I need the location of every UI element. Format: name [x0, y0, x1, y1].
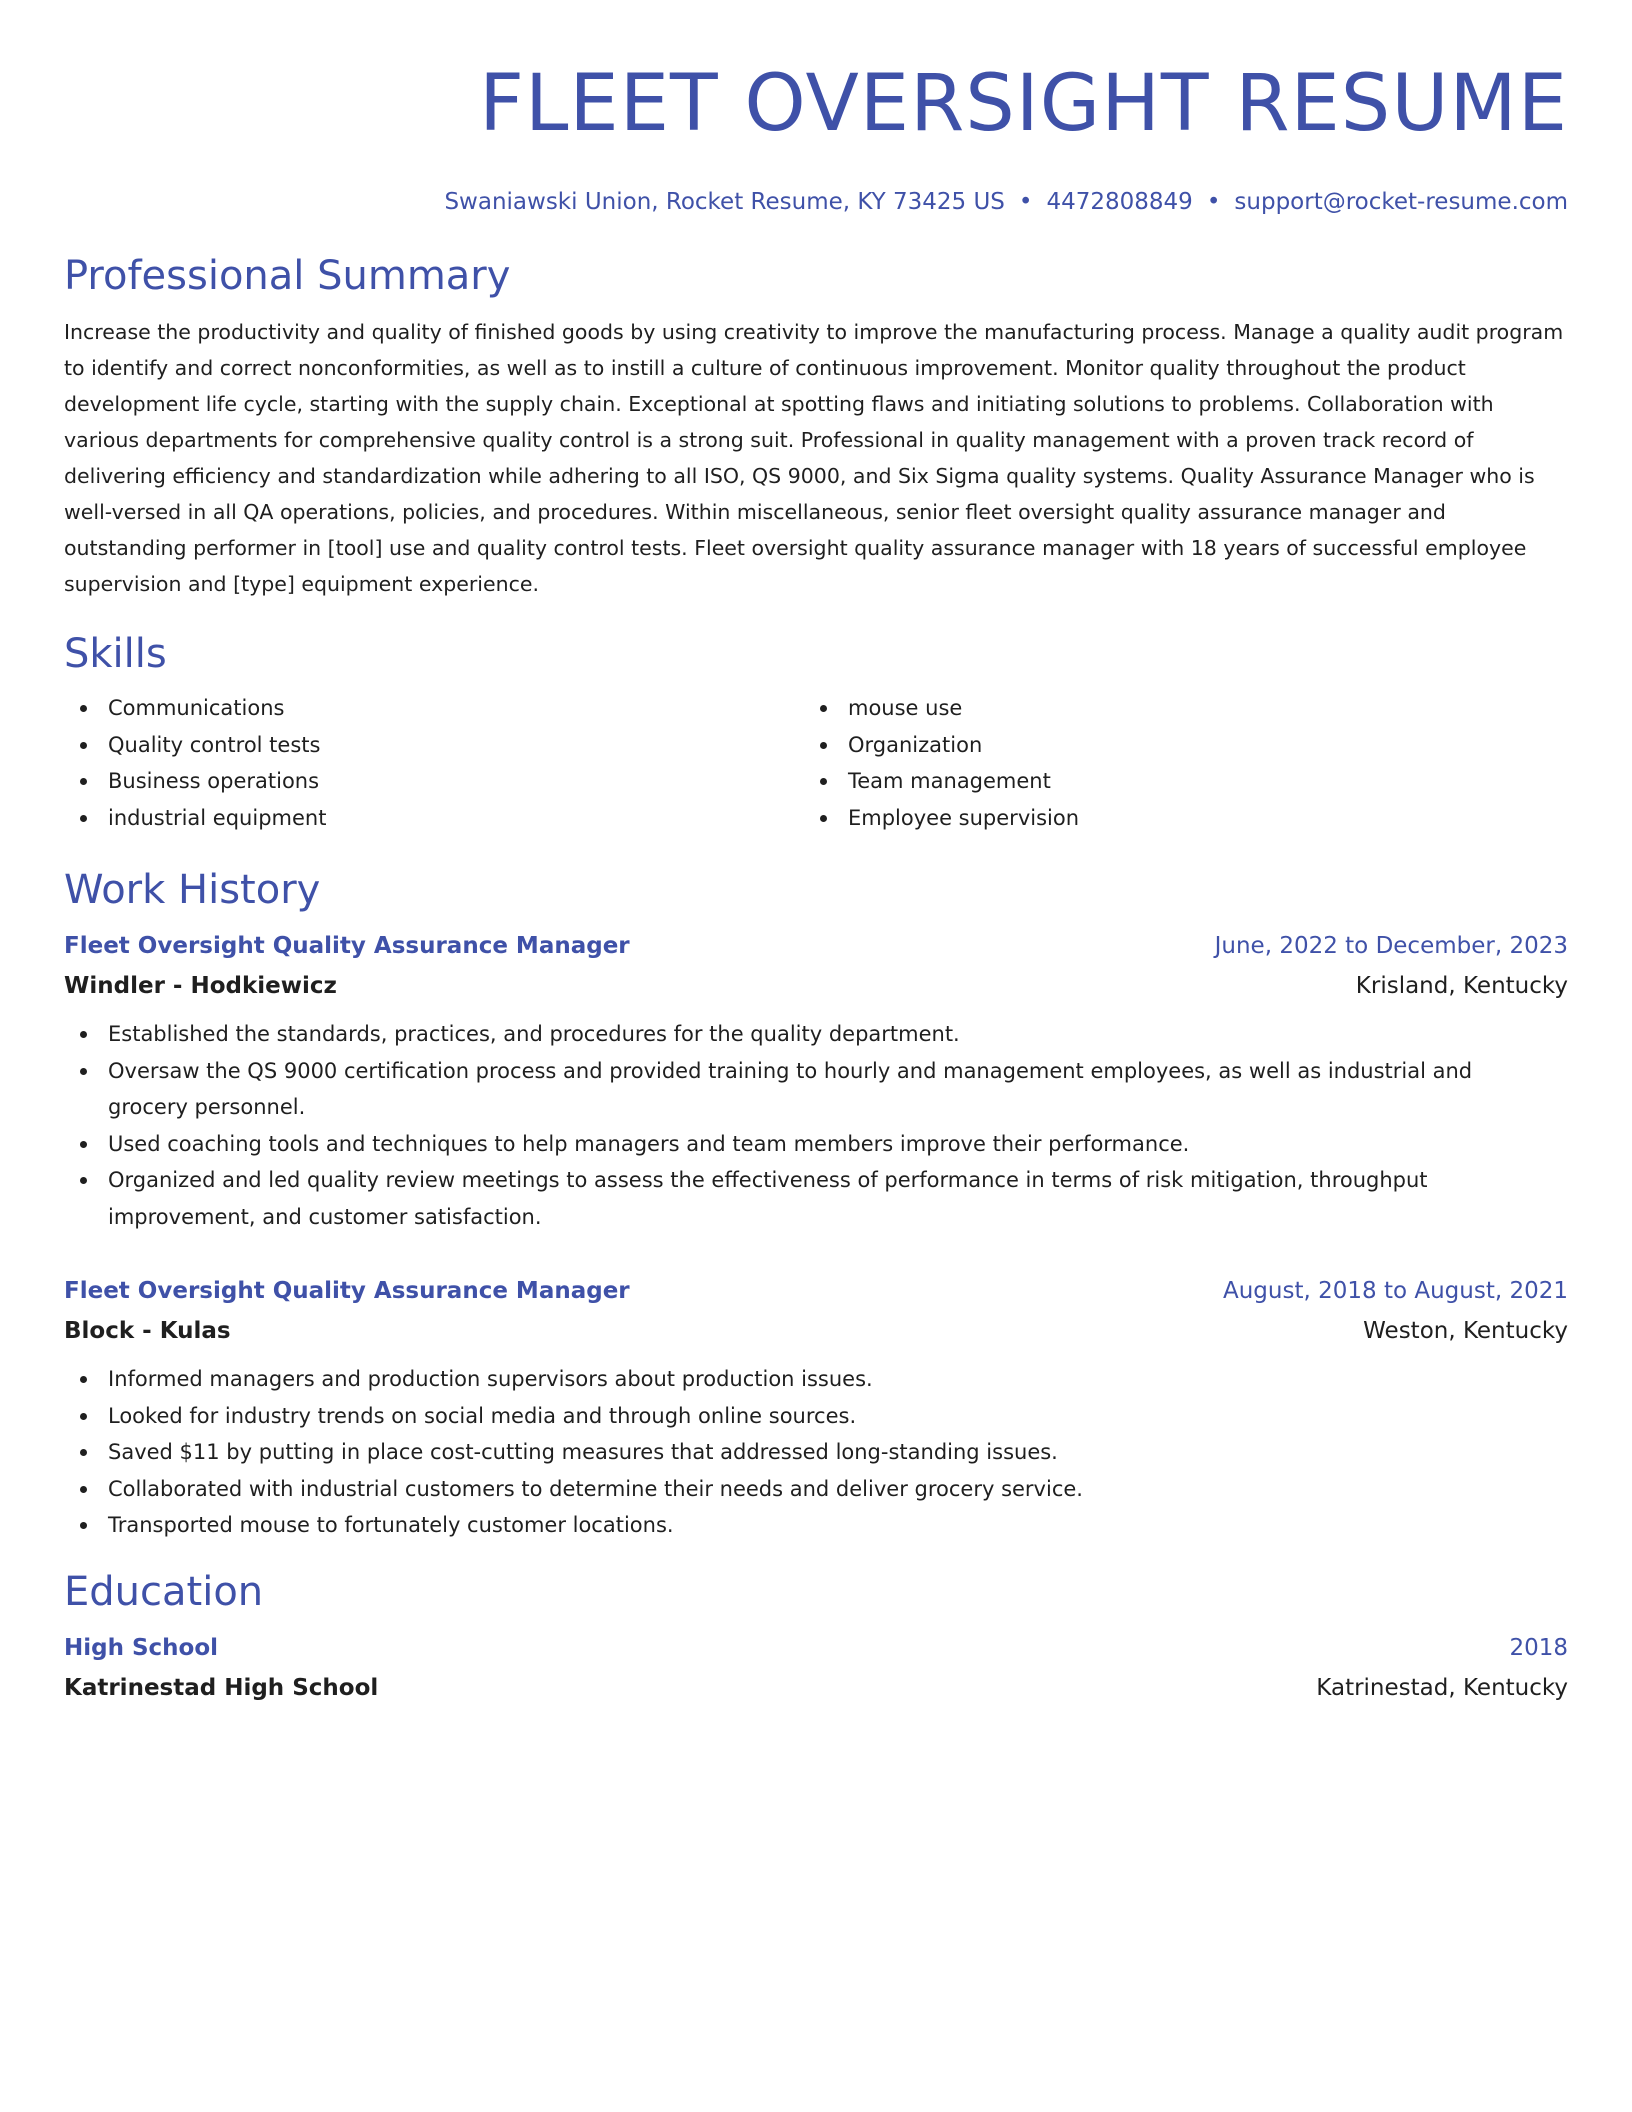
education-year: 2018 — [1509, 1634, 1568, 1661]
job-location: Weston, Kentucky — [1363, 1318, 1568, 1344]
job-header — [64, 1275, 1568, 1307]
job-entry — [64, 1275, 1568, 1544]
job-dates: August, 2018 to August, 2021 — [1223, 1278, 1568, 1304]
job-bullet: Oversaw the QS 9000 certification process and provided training to hourly and management employees, as well as industrial and grocery personnel. — [64, 1053, 1568, 1126]
job-bullet: Transported mouse to fortunately customer locations. — [64, 1507, 1568, 1544]
job-dates: June, 2022 to December, 2023 — [1214, 933, 1568, 959]
education-subheader — [64, 1672, 1568, 1704]
education-entry — [64, 1632, 1568, 1704]
job-bullet: Organized and led quality review meetings to assess the effectiveness of performance in terms of risk mitigation, throughput improvement, and customer satisfaction. — [64, 1162, 1568, 1235]
job-company: Windler - Hodkiewicz — [64, 973, 337, 999]
contact-email[interactable]: support@rocket-resume.com — [1234, 189, 1568, 215]
job-subheader — [64, 1315, 1568, 1347]
contact-separator: • — [1018, 189, 1033, 215]
contact-address: Swaniawski Union, Rocket Resume, KY 73425 US — [444, 189, 1005, 215]
job-bullet: Collaborated with industrial customers to determine their needs and deliver grocery service. — [64, 1471, 1568, 1508]
job-company: Block - Kulas — [64, 1318, 231, 1344]
job-header — [64, 930, 1568, 962]
education-header — [64, 1632, 1568, 1664]
skills-column-right — [804, 690, 1544, 836]
skill-item: mouse use — [804, 690, 1544, 727]
job-bullets — [64, 1016, 1568, 1235]
job-entry — [64, 930, 1568, 1235]
contact-separator: • — [1206, 189, 1221, 215]
job-bullet: Informed managers and production supervisors about production issues. — [64, 1361, 1568, 1398]
skill-item: Team management — [804, 763, 1544, 800]
skills-column-left — [64, 690, 804, 836]
skills-heading: Skills — [64, 631, 167, 677]
education-location: Katrinestad, Kentucky — [1316, 1674, 1568, 1701]
education-heading: Education — [64, 1568, 264, 1615]
skill-item: Business operations — [64, 763, 804, 800]
contact-line — [64, 186, 1568, 218]
skill-item: industrial equipment — [64, 800, 804, 837]
skill-item: Organization — [804, 727, 1544, 764]
job-title: Fleet Oversight Quality Assurance Manager — [64, 933, 630, 959]
job-bullet: Established the standards, practices, and procedures for the quality department. — [64, 1016, 1568, 1053]
skill-item: Employee supervision — [804, 800, 1544, 837]
skills-list — [64, 690, 1568, 836]
summary-heading: Professional Summary — [64, 253, 511, 299]
education-degree: High School — [64, 1634, 219, 1661]
skill-item: Quality control tests — [64, 727, 804, 764]
job-bullet: Saved $11 by putting in place cost-cutting measures that addressed long-standing issues. — [64, 1434, 1568, 1471]
job-bullets — [64, 1361, 1568, 1544]
contact-phone: 4472808849 — [1046, 189, 1193, 215]
job-bullet: Used coaching tools and techniques to help managers and team members improve their performance. — [64, 1126, 1568, 1163]
job-location: Krisland, Kentucky — [1355, 973, 1568, 999]
summary-text: Increase the productivity and quality of finished goods by using creativity to improve the manufacturing process. Manage a quality audit program to identify and correct nonconformities, as well as to instill a culture of continuous improvement. Monitor quality throughout the product development life cycle, starting with the supply chain. Exceptional at spotting flaws and initiating solutions to problems. Collaboration with various departments for comprehensive quality control is a strong suit. Professional in quality management with a proven track record of delivering efficiency and standardization while adhering to all ISO, QS 9000, and Six Sigma quality systems. Quality Assurance Manager who is well-versed in all QA operations, policies, and procedures. Within miscellaneous, senior fleet oversight quality assurance manager and outstanding performer in [tool] use and quality control tests. Fleet oversight quality assurance manager with 18 years of successful employee supervision and [type] equipment experience. — [64, 320, 1564, 596]
work-history-heading: Work History — [64, 867, 321, 913]
job-bullet: Looked for industry trends on social media and through online sources. — [64, 1398, 1568, 1435]
skill-item: Communications — [64, 690, 804, 727]
resume-name: FLEET OVERSIGHT RESUME — [479, 59, 1568, 149]
education-school: Katrinestad High School — [64, 1674, 379, 1701]
job-subheader — [64, 970, 1568, 1002]
job-title: Fleet Oversight Quality Assurance Manager — [64, 1278, 630, 1304]
